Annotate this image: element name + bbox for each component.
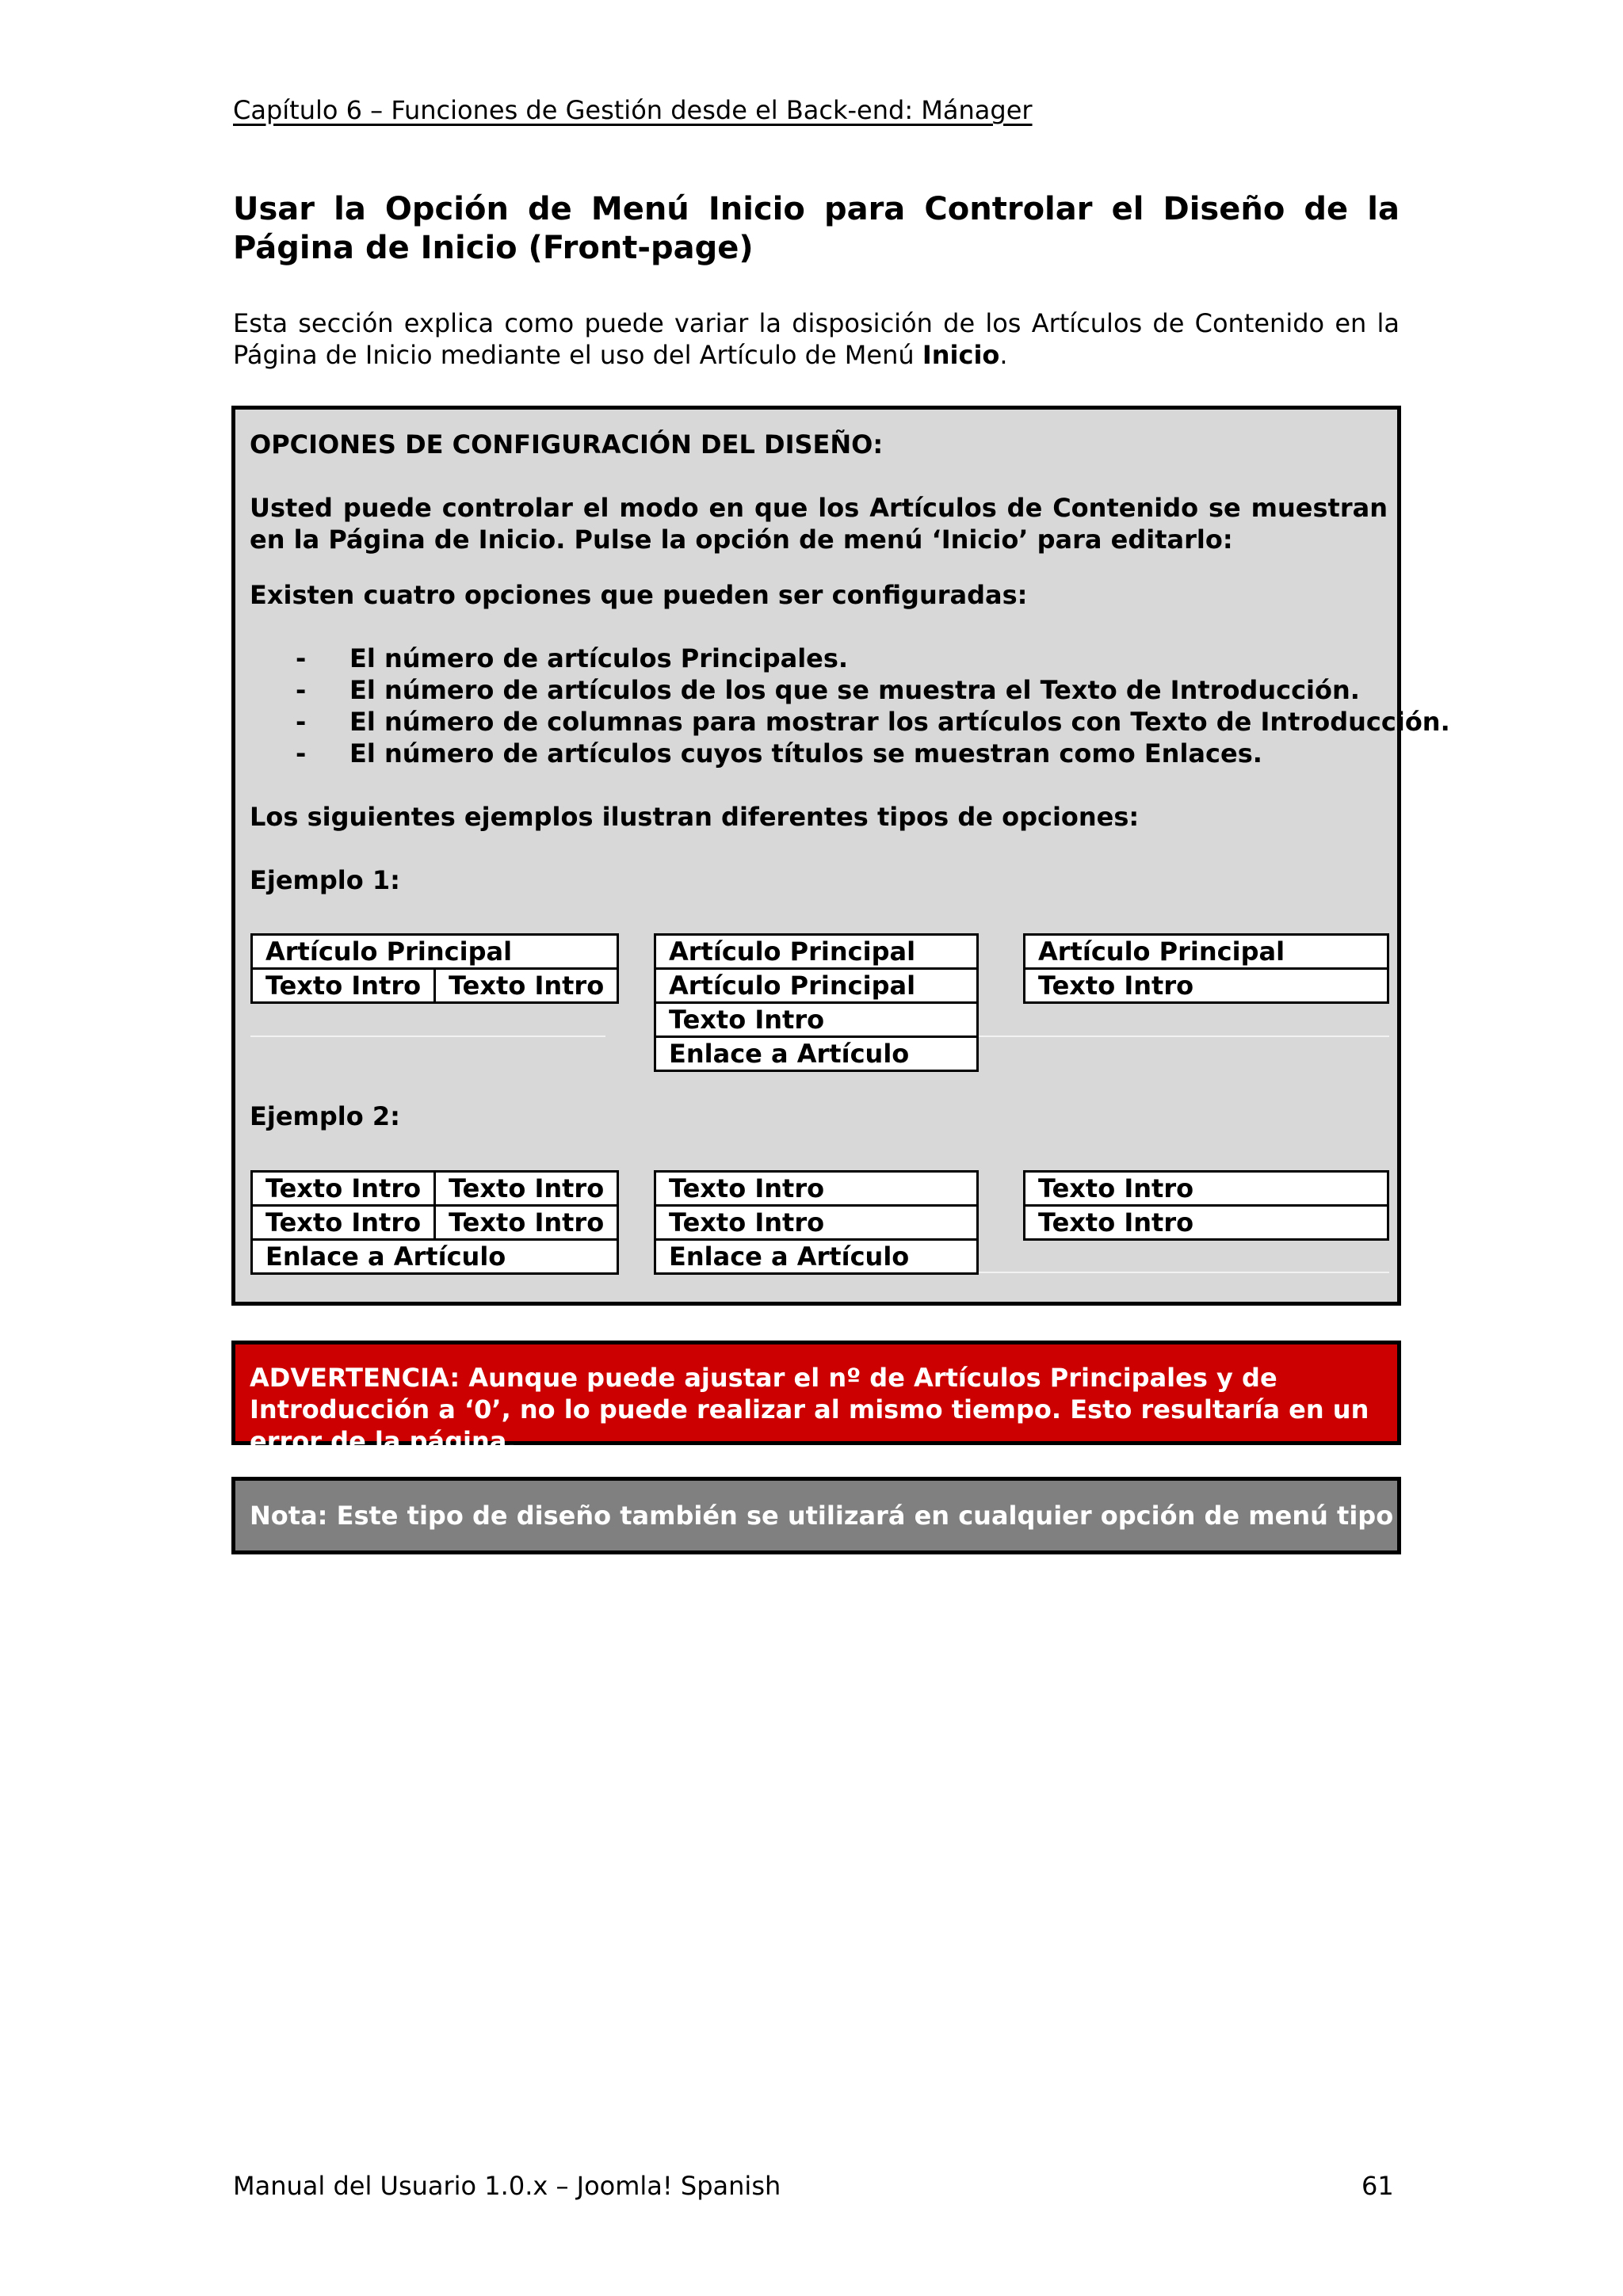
note-text: Nota: Este tipo de diseño también se utilizará en cualquier opción de menú tipo Blog. (250, 1501, 1476, 1531)
example-1-layout-b (654, 933, 979, 1072)
layout-shadow-line (250, 1035, 605, 1037)
layout-shadow-line (979, 1035, 1389, 1037)
warning-box (231, 1341, 1401, 1456)
example-1-label: Ejemplo 1: (250, 865, 400, 895)
layout-cell: Texto Intro (252, 1206, 435, 1240)
layout-cell: Texto Intro (252, 1172, 435, 1206)
example-1-layout-a (250, 933, 619, 1004)
warning-text: ADVERTENCIA: Aunque puede ajustar el nº de Artículos Principales y de Introducción a ‘0’, no lo puede realizar al mismo tiempo. Esto resultaría en un error de la página. (250, 1363, 1369, 1456)
example-1-layout-c (1023, 933, 1389, 1004)
layout-cell: Texto Intro (655, 1206, 978, 1240)
section-title: Usar la Opción de Menú Inicio para Controlar el Diseño de la Página de Inicio (Front-page) (233, 191, 1400, 266)
intro-text: Esta sección explica como puede variar la disposición de los Artículos de Contenido en la Página de Inicio mediante el uso del Artículo de Menú (233, 308, 1400, 370)
layout-cell: Artículo Principal (1025, 935, 1388, 969)
layout-cell: Enlace a Artículo (655, 1037, 978, 1071)
layout-cell: Texto Intro (1025, 969, 1388, 1003)
list-dash: - (296, 643, 307, 673)
layout-shadow-line (979, 1272, 1389, 1273)
layout-options-paragraph: Usted puede controlar el modo en que los Artículos de Contenido se muestran en la Página de Inicio. Pulse la opción de menú ‘Inicio’ para editarlo: (250, 493, 1388, 555)
intro-bold-term: Inicio (922, 340, 1000, 370)
options-list-item: - El número de columnas para mostrar los artículos con Texto de Introducción. (296, 707, 1450, 737)
example-2-layout-b (654, 1170, 979, 1275)
layout-cell: Texto Intro (655, 1172, 978, 1206)
layout-cell: Texto Intro (252, 969, 435, 1003)
intro-paragraph (233, 307, 1400, 371)
list-dash: - (296, 675, 307, 705)
layout-cell: Artículo Principal (655, 969, 978, 1003)
footer-manual-title: Manual del Usuario 1.0.x – Joomla! Spanish (233, 2171, 781, 2201)
options-list-item: - El número de artículos de los que se muestra el Texto de Introducción. (296, 675, 1360, 705)
options-list (250, 643, 1450, 769)
options-intro-text: Existen cuatro opciones que pueden ser configuradas: (250, 580, 1028, 610)
layout-cell: Artículo Principal (252, 935, 618, 969)
layout-cell: Texto Intro (1025, 1206, 1388, 1240)
example-2-layout-c (1023, 1170, 1389, 1241)
list-dash: - (296, 738, 307, 769)
layout-cell: Artículo Principal (655, 935, 978, 969)
examples-intro-text: Los siguientes ejemplos ilustran diferentes tipos de opciones: (250, 802, 1140, 832)
running-header: Capítulo 6 – Funciones de Gestión desde el Back-end: Mánager (233, 95, 1033, 125)
options-list-item: - El número de artículos cuyos títulos se muestran como Enlaces. (296, 738, 1262, 769)
layout-cell: Texto Intro (435, 969, 618, 1003)
intro-end: . (999, 340, 1008, 370)
layout-cell: Texto Intro (1025, 1172, 1388, 1206)
layout-options-heading: OPCIONES DE CONFIGURACIÓN DEL DISEÑO: (250, 429, 884, 460)
layout-cell: Texto Intro (435, 1172, 618, 1206)
list-dash: - (296, 707, 307, 737)
layout-cell: Enlace a Artículo (252, 1240, 618, 1274)
options-list-item: - El número de artículos Principales. (296, 643, 849, 673)
layout-cell: Texto Intro (435, 1206, 618, 1240)
note-box (231, 1477, 1476, 1554)
layout-cell: Enlace a Artículo (655, 1240, 978, 1274)
footer-page-number: 61 (1361, 2171, 1394, 2201)
example-2-label: Ejemplo 2: (250, 1101, 400, 1131)
layout-options-box (231, 406, 1450, 1306)
example-2-layout-a (250, 1170, 619, 1275)
layout-cell: Texto Intro (655, 1003, 978, 1037)
